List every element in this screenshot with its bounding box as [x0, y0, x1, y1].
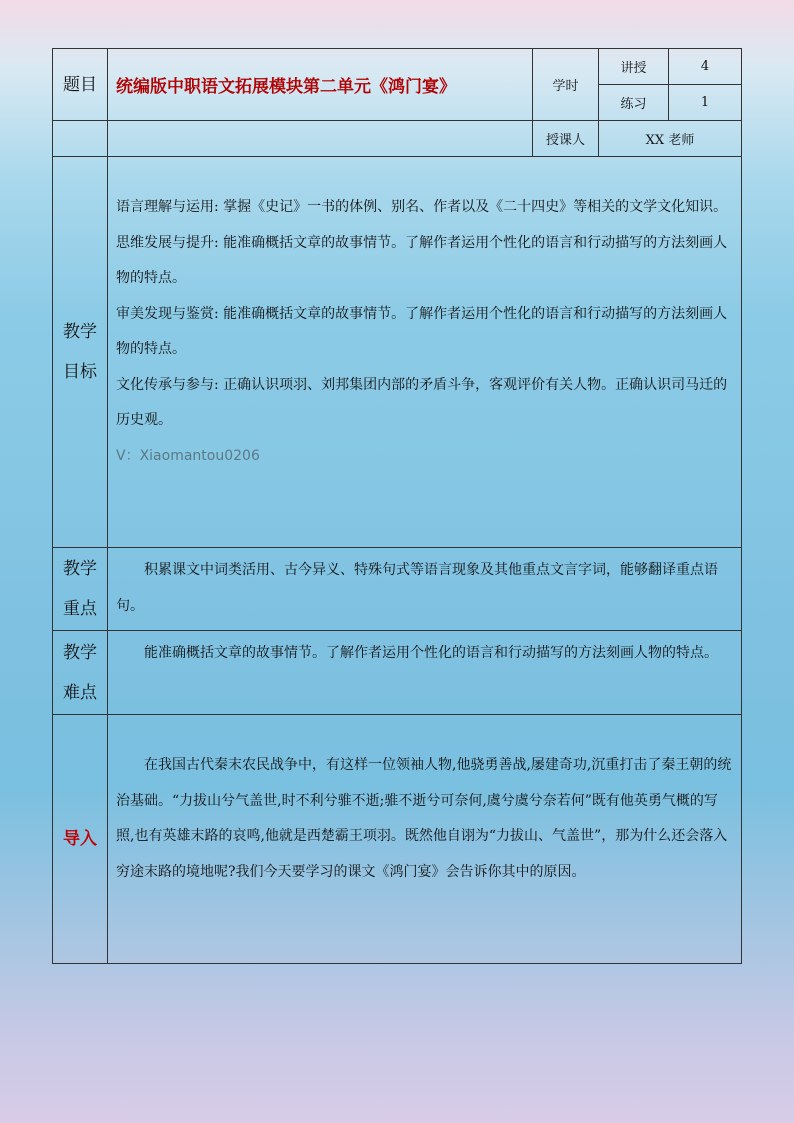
objectives-label-line1: 教学	[63, 322, 97, 342]
topic-label-continued	[53, 121, 108, 157]
difficult-points-label-line1: 教学	[63, 642, 97, 663]
topic-title: 统编版中职语文拓展模块第二单元《鸿门宴》	[108, 49, 533, 121]
objectives-label	[53, 157, 108, 548]
key-points-label	[53, 548, 108, 631]
introduction-text: 在我国古代秦末农民战争中，有这样一位领袖人物,他骁勇善战,屡建奇功,沉重打击了秦王朝的统治基础。“力拔山兮气盖世,时不利兮骓不逝;骓不逝兮可奈何,虞兮虞兮奈若何”既有他英勇气概的写照,也有英雄末路的哀鸣,他就是西楚霸王项羽。既然他自诩为“力拔山、气盖世”，那为什么还会落入穷途末路的境地呢?我们今天要学习的课文《鸿门宴》会告诉你其中的原因。	[116, 757, 732, 880]
key-points-label-line1: 教学	[63, 559, 97, 579]
hours-label: 学时	[533, 49, 599, 121]
practice-label: 练习	[599, 85, 669, 121]
lesson-plan-table	[52, 48, 742, 964]
teacher-label: 授课人	[533, 121, 599, 157]
objective-culture: 文化传承与参与: 正确认识项羽、刘邦集团内部的矛盾斗争，客观评价有关人物。正确认识司马迁的历史观。	[116, 376, 728, 428]
objective-language: 语言理解与运用: 掌握《史记》一书的体例、别名、作者以及《二十四史》等相关的文学文化知识。	[116, 199, 728, 215]
objective-thinking: 思维发展与提升: 能准确概括文章的故事情节。了解作者运用个性化的语言和行动描写的方法刻画人物的特点。	[116, 234, 728, 286]
lecture-hours-value: 4	[669, 49, 742, 85]
difficult-points-label	[53, 631, 108, 715]
objectives-label-line2: 目标	[63, 362, 97, 382]
difficult-points-text: 能准确概括文章的故事情节。了解作者运用个性化的语言和行动描写的方法刻画人物的特点。	[144, 645, 718, 661]
introduction-content	[108, 715, 742, 964]
key-points-text: 积累课文中词类活用、古今异义、特殊句式等语言现象及其他重点文言字词，能够翻译重点语句。	[116, 562, 718, 614]
key-points-content	[108, 548, 742, 631]
difficult-points-content	[108, 631, 742, 715]
key-points-label-line2: 重点	[63, 599, 97, 619]
objective-aesthetic: 审美发现与鉴赏: 能准确概括文章的故事情节。了解作者运用个性化的语言和行动描写的方法刻画人物的特点。	[116, 305, 728, 357]
topic-label: 题目	[53, 49, 108, 121]
lecture-label: 讲授	[599, 49, 669, 85]
practice-hours-value: 1	[669, 85, 742, 121]
teacher-value: XX 老师	[599, 121, 742, 157]
contact-line: V：Xiaomantou0206	[116, 447, 260, 464]
topic-title-continued	[108, 121, 533, 157]
objectives-content	[108, 157, 742, 548]
introduction-label: 导入	[53, 715, 108, 964]
difficult-points-label-line2: 难点	[63, 682, 97, 703]
